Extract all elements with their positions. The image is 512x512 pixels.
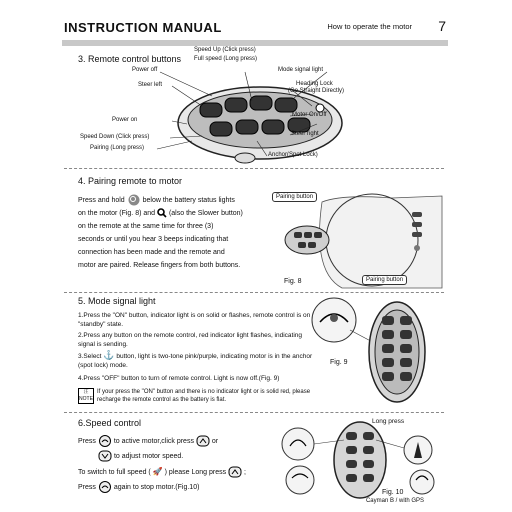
search-icon — [157, 208, 167, 218]
sec4-line: connection has been made and the remote and — [78, 249, 225, 256]
sec4-line: Press and hold — [78, 197, 125, 204]
sec4-line: (also the Slower button) — [168, 210, 243, 217]
sec4-line: on the remote at the same time for three (3) — [78, 223, 214, 230]
sec6-l3c: ; — [244, 469, 246, 476]
manual-title: INSTRUCTION MANUAL — [64, 20, 222, 35]
sec5-p4: 4.Press "OFF" button to turn of remote control. Light is now off.(Fig. 9) — [78, 375, 280, 382]
sec4-line: motor are paired. Release fingers from both buttons. — [78, 262, 241, 269]
fig9-caption: Fig. 9 — [330, 359, 348, 366]
label-speed-up: Speed Up (Click press) — [194, 47, 256, 53]
speed-down-icon — [98, 450, 112, 462]
sec6-body — [78, 434, 288, 495]
pairing-button-label-top: Pairing button — [272, 192, 317, 202]
label-heading-lock: Heading Lock — [296, 81, 333, 87]
footer: Cayman B / with GPS — [365, 498, 424, 504]
pairing-button-label-bottom: Pairing button — [362, 275, 407, 285]
sec5-p3b: button, light is two-tone pink/purple, indicating motor is in the anchor (spot lock) mode. — [78, 353, 313, 369]
label-motor-onoff: Motor On/Off — [292, 112, 327, 118]
label-go-straight: (Go Straight Directly) — [288, 88, 345, 94]
manual-page — [62, 6, 448, 506]
rocket-icon: 🚀 — [152, 467, 163, 476]
sec6-l4a: Press — [78, 484, 96, 491]
sec4-line: below the battery status lights — [142, 197, 235, 204]
full-speed-icon — [228, 466, 242, 478]
page-number: 7 — [438, 18, 446, 34]
label-mode-signal: Mode signal light — [278, 67, 324, 73]
sec4-title: 4. Pairing remote to motor — [78, 176, 183, 186]
sec6-l3b: ) please Long press — [164, 469, 227, 476]
long-press-label: Long press — [372, 418, 405, 425]
sec5-note: If your press the "ON" button and there is no indicator light or is solid red, please recharge the remote control as the battery is flat. — [97, 389, 311, 403]
power-icon — [98, 435, 112, 447]
speed-up-icon — [196, 435, 210, 447]
fig9-illustration — [302, 296, 448, 406]
label-full-speed: Full speed (Long press) — [194, 56, 258, 62]
fig8-illustration — [272, 192, 448, 292]
fig10-caption: Fig. 10 — [382, 489, 404, 496]
label-power-on: Power on — [112, 117, 138, 123]
sec5-title: 5. Mode signal light — [78, 296, 156, 306]
label-pairing: Pairing (Long press) — [90, 145, 145, 151]
section-heading: How to operate the motor — [327, 22, 412, 31]
sec6-l3a: To switch to full speed ( — [78, 469, 151, 476]
divider-1 — [64, 168, 444, 169]
label-anchor: Anchor(Spot Lock) — [268, 152, 318, 158]
fig8-caption: Fig. 8 — [284, 278, 302, 285]
sec6-l2: to adjust motor speed. — [113, 453, 184, 460]
sec4-line: on the motor (Fig. 8) and — [78, 210, 156, 217]
motor-off-icon — [98, 481, 112, 493]
sec6-l4b: again to stop motor.(Fig.10) — [113, 484, 200, 491]
sec5-p2: 2.Press any button on the remote control, red indicator light flashes, indicating signal is sending. — [78, 332, 303, 348]
note-icon: 注 NOTE — [79, 389, 93, 402]
label-speed-down: Speed Down (Click press) — [80, 134, 150, 140]
sec5-p1: 1.Press the "ON" button, indicator light is on solid or flashes, remote control is on "standby" state. — [78, 312, 311, 328]
fig10-illustration — [272, 420, 448, 500]
sec5-p3a: 3.Select — [78, 353, 102, 360]
sec5-p3 — [78, 351, 313, 370]
label-steer-left: Steer left — [138, 82, 163, 88]
anchor-icon: ⚓ — [103, 350, 115, 360]
sec6-l1a: Press — [78, 438, 96, 445]
label-steer-right: Steer right — [291, 131, 319, 137]
label-power-off: Power off — [132, 67, 158, 73]
sec6-title: 6.Speed control — [78, 418, 142, 428]
sec3-title: 3. Remote control buttons — [78, 54, 182, 64]
magnifier-icon — [127, 194, 141, 206]
sec6-l1b: to active motor,click press — [113, 438, 194, 445]
divider-3 — [64, 412, 444, 413]
divider-2 — [64, 292, 444, 293]
sec6-l1c: or — [211, 438, 219, 445]
sec4-line: seconds or until you hear 3 beeps indicating that — [78, 236, 229, 243]
